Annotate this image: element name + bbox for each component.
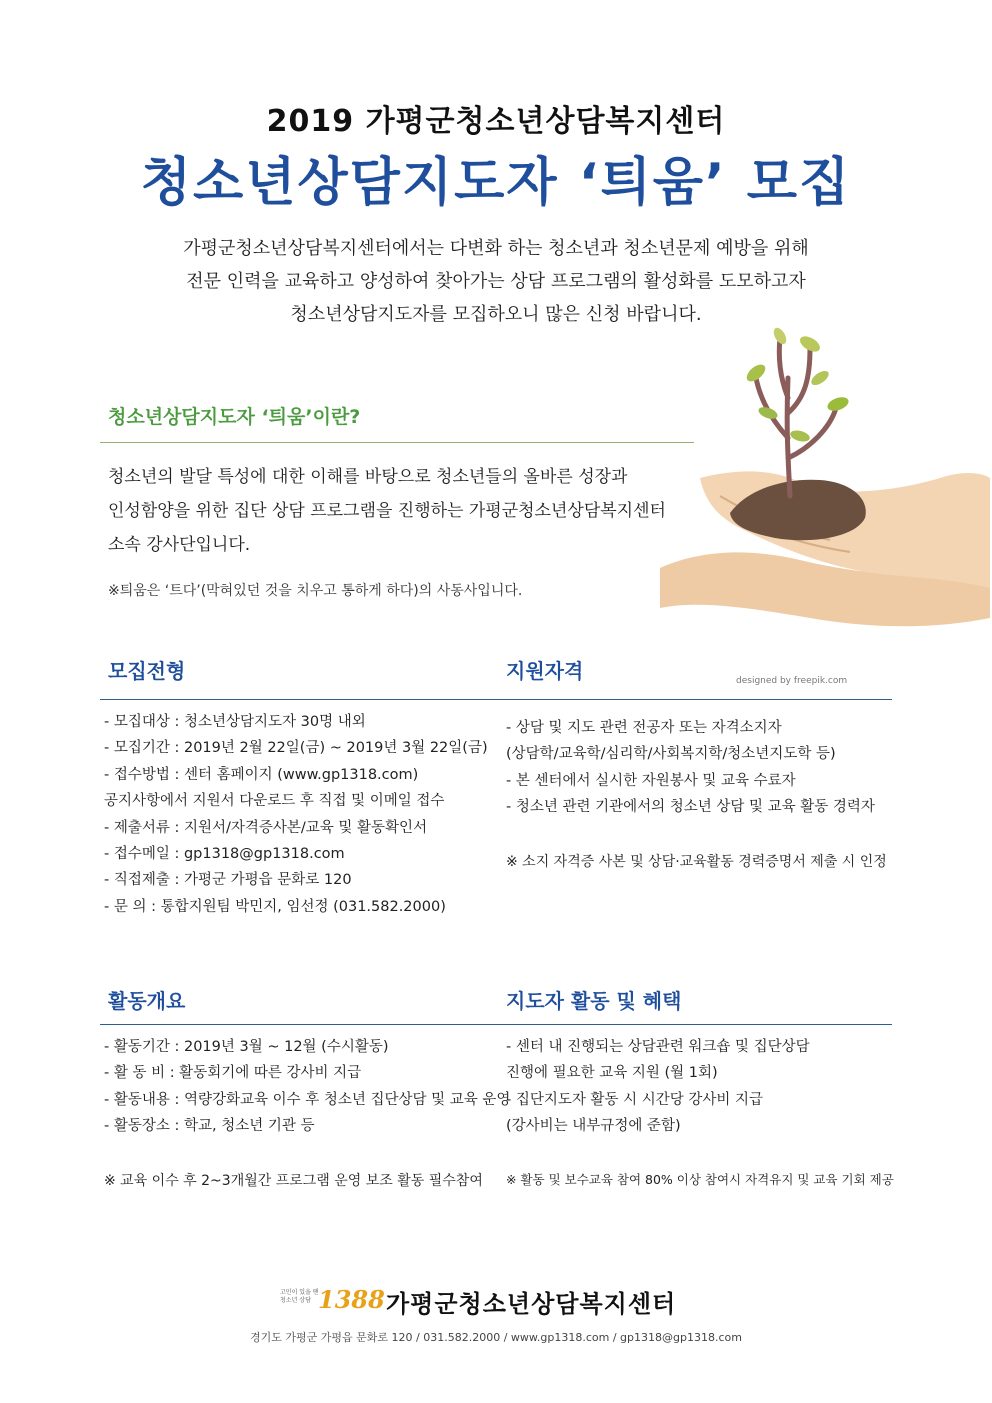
logo-tagline-line: 청소년 상담 — [280, 1297, 311, 1304]
benefits-list — [506, 1034, 810, 1140]
activity-heading: 활동개요 — [108, 989, 186, 1013]
recruit-heading: 모집전형 — [108, 659, 186, 683]
logo-tagline-line: 고민이 있을 땐 — [280, 1289, 319, 1296]
intro-line: 청소년상담지도자를 모집하오니 많은 신청 바랍니다. — [290, 304, 702, 325]
qualification-list — [506, 715, 875, 821]
logo-number: 1388 — [318, 1285, 385, 1314]
about-divider — [100, 442, 694, 443]
footer-contact: 경기도 가평군 가평읍 문화로 120 / 031.582.2000 / www.gp1318.com / gp1318@gp1318.com — [250, 1331, 742, 1344]
list-item: - 모집기간 : 2019년 2월 22일(금) ~ 2019년 3월 22일(금) — [104, 740, 488, 757]
intro-paragraph — [100, 232, 892, 331]
list-item: - 모집대상 : 청소년상담지도자 30명 내외 — [104, 714, 366, 730]
qualification-note: ※ 소지 자격증 사본 및 상담·교육활동 경력증명서 제출 시 인정 — [506, 854, 887, 870]
list-item: - 활동기간 : 2019년 3월 ~ 12월 (수시활동) — [104, 1039, 389, 1055]
list-item: - 접수방법 : 센터 홈페이지 (www.gp1318.com) — [104, 766, 419, 783]
list-item: - 직접제출 : 가평군 가평읍 문화로 120 — [104, 872, 352, 889]
intro-line: 전문 인력을 교육하고 양성하여 찾아가는 상담 프로그램의 활성화를 도모하고자 — [186, 271, 806, 292]
list-item: - 문 의 : 통합지원팀 박민지, 임선정 (031.582.2000) — [104, 898, 446, 915]
qualification-heading: 지원자격 — [506, 659, 584, 683]
about-line-text: 인성함양을 위한 집단 상담 프로그램을 진행하는 가평군청소년상담복지센터 — [108, 501, 666, 521]
main-title: 청소년상담지도자 ‘틔움’ 모집 — [140, 153, 852, 213]
about-line-text: 청소년의 발달 특성에 대한 이해를 바탕으로 청소년들의 올바른 성장과 — [108, 467, 628, 487]
benefits-note: ※ 활동 및 보수교육 참여 80% 이상 참여시 자격유지 및 교육 기회 제공 — [506, 1172, 894, 1187]
list-item: - 상담 및 지도 관련 전공자 또는 자격소지자 — [506, 720, 782, 736]
list-item: - 활동장소 : 학교, 청소년 기관 등 — [104, 1118, 315, 1135]
list-item: 공지사항에서 지원서 다운로드 후 직접 및 이메일 접수 — [104, 793, 445, 810]
activity-divider — [100, 1024, 892, 1025]
about-heading: 청소년상담지도자 ‘틔움’이란? — [108, 406, 361, 428]
activity-note: ※ 교육 이수 후 2~3개월간 프로그램 운영 보조 활동 필수참여 — [104, 1173, 483, 1189]
list-item: - 접수메일 : gp1318@gp1318.com — [104, 846, 345, 863]
list-item: - 청소년 관련 기관에서의 청소년 상담 및 교육 활동 경력자 — [506, 799, 875, 816]
image-credit: designed by freepik.com — [736, 676, 848, 686]
about-body — [108, 460, 668, 562]
plant-in-hands-illustration — [660, 318, 990, 638]
benefits-heading: 지도자 활동 및 혜택 — [506, 989, 682, 1013]
list-item: - 활동내용 : 역량강화교육 이수 후 청소년 집단상담 및 교육 운영 — [104, 1091, 511, 1108]
activity-list — [104, 1034, 510, 1140]
list-item: - 집단지도자 활동 시 시간당 강사비 지급 — [506, 1091, 763, 1108]
list-item: - 본 센터에서 실시한 자원봉사 및 교육 수료자 — [506, 772, 796, 789]
top-title: 2019 가평군청소년상담복지센터 — [266, 104, 726, 139]
footer-org-name: 가평군청소년상담복지센터 — [386, 1290, 677, 1318]
recruit-list — [104, 709, 488, 920]
logo-tagline — [280, 1289, 319, 1305]
recruit-divider — [100, 699, 892, 700]
intro-line: 가평군청소년상담복지센터에서는 다변화 하는 청소년과 청소년문제 예방을 위해 — [183, 238, 809, 259]
about-line-text: 소속 강사단입니다. — [108, 535, 251, 555]
logo-1388 — [280, 1283, 385, 1323]
list-item: - 활 동 비 : 활동회기에 따른 강사비 지급 — [104, 1065, 362, 1082]
list-item: (강사비는 내부규정에 준함) — [506, 1118, 681, 1135]
list-item: (상담학/교육학/심리학/사회복지학/청소년지도학 등) — [506, 746, 836, 763]
list-item: - 제출서류 : 지원서/자격증사본/교육 및 활동확인서 — [104, 819, 428, 836]
about-note: ※틔움은 ‘트다’(막혀있던 것을 치우고 통하게 하다)의 사동사입니다. — [108, 583, 523, 599]
list-item: - 센터 내 진행되는 상담관련 워크숍 및 집단상담 — [506, 1039, 810, 1055]
list-item: 진행에 필요한 교육 지원 (월 1회) — [506, 1065, 718, 1082]
